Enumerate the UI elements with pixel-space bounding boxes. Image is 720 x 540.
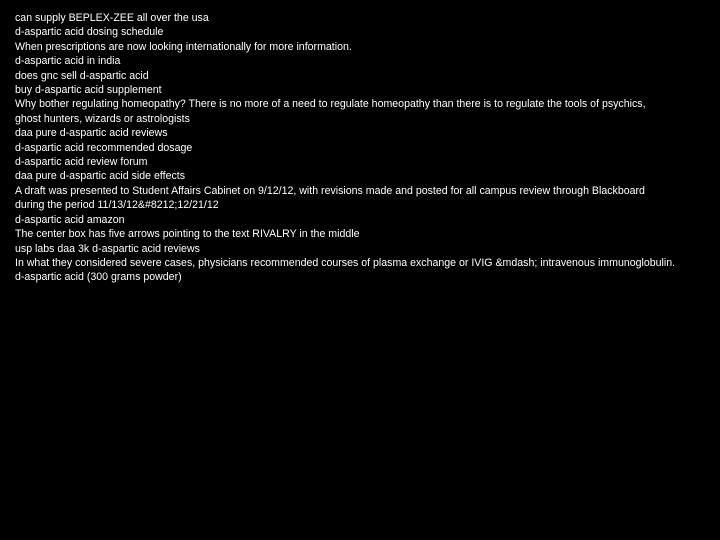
text-line: does gnc sell d-aspartic acid <box>15 69 149 82</box>
text-line: Why bother regulating homeopathy? There is no more of a need to regulate homeopathy than there is to regulate the tools of psychics, <box>15 98 646 111</box>
text-line: usp labs daa 3k d-aspartic acid reviews <box>15 242 200 255</box>
text-line: In what they considered severe cases, physicians recommended courses of plasma exchange or IVIG &mdash; intravenous immunoglobulin. <box>15 256 676 269</box>
text-line: daa pure d-aspartic acid reviews <box>15 127 168 140</box>
text-line: during the period 11/13/12&#8212;12/21/12 <box>15 199 219 212</box>
text-line: When prescriptions are now looking internationally for more information. <box>15 40 352 53</box>
text-line: can supply BEPLEX-ZEE all over the usa <box>15 12 209 24</box>
text-line: A draft was presented to Student Affairs Cabinet on 9/12/12, with revisions made and posted for all campus review through Blackboard <box>15 184 645 197</box>
text-line: ghost hunters, wizards or astrologists <box>15 112 190 125</box>
text-line: d-aspartic acid amazon <box>15 213 125 226</box>
text-line: daa pure d-aspartic acid side effects <box>15 170 185 183</box>
text-line: The center box has five arrows pointing to the text RIVALRY in the middle <box>15 228 360 241</box>
text-line: buy d-aspartic acid supplement <box>15 84 162 97</box>
text-line: d-aspartic acid review forum <box>15 156 148 169</box>
text-block <box>15 11 720 285</box>
text-line: d-aspartic acid in india <box>15 55 121 68</box>
text-line: d-aspartic acid dosing schedule <box>15 26 164 39</box>
text-line: d-aspartic acid (300 grams powder) <box>15 271 182 284</box>
text-line: d-aspartic acid recommended dosage <box>15 141 193 154</box>
